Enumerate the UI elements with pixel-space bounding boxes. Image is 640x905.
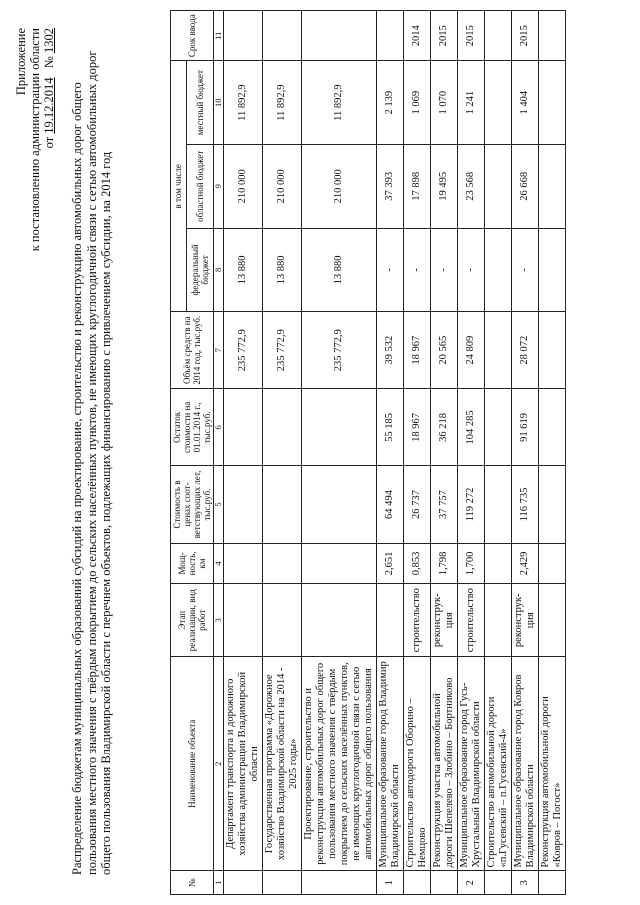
- cell-term: [224, 11, 263, 61]
- cell-local: 1 404: [512, 61, 539, 145]
- cell-federal: -: [458, 228, 485, 312]
- cell-num: [539, 871, 566, 895]
- cell-local: 1 241: [458, 61, 485, 145]
- cell-remaining: [539, 389, 566, 466]
- cell-regional: 210 000: [224, 145, 263, 229]
- table-row: [485, 11, 512, 895]
- table-row: [539, 11, 566, 895]
- cell-federal: 13 880: [263, 228, 302, 312]
- cell-term: [485, 11, 512, 61]
- cell-capacity: 1,700: [458, 543, 485, 584]
- cell-cost: 64 494: [377, 466, 404, 543]
- cell-num: [404, 871, 431, 895]
- cell-capacity: [302, 543, 377, 584]
- cell-remaining: [224, 389, 263, 466]
- cell-stage: реконструк-ция: [512, 584, 539, 657]
- header-stage: Этап реализации, вид работ: [171, 584, 214, 657]
- cell-num: [302, 871, 377, 895]
- cell-federal: -: [512, 228, 539, 312]
- cell-local: 11 892,9: [224, 61, 263, 145]
- cell-name: Строительство автодороги Оборино – Немцово: [404, 657, 431, 871]
- cell-term: [539, 11, 566, 61]
- header-local: местный бюджет: [186, 61, 213, 145]
- table-row: [302, 11, 377, 895]
- header-cost: Стоимость в ценах соот-ветствующих лет, тыс.руб.: [171, 466, 214, 543]
- col-number: 2: [214, 657, 224, 871]
- cell-volume: 235 772,9: [224, 312, 263, 389]
- cell-regional: [485, 145, 512, 229]
- header-incl: в том числе: [171, 61, 187, 312]
- cell-remaining: [263, 389, 302, 466]
- cell-name: Реконструкция участка автомобильной дороги Шепелево – Злобино – Бортниково: [431, 657, 458, 871]
- cell-term: [263, 11, 302, 61]
- cell-cost: 119 272: [458, 466, 485, 543]
- col-number: 10: [214, 61, 224, 145]
- table-row: [404, 11, 431, 895]
- cell-remaining: [485, 389, 512, 466]
- document-heading: Распределение бюджетам муниципальных образований субсидий на проектирование, строительство и реконструкцию автомобильных дорог общего пользования местного значения с твёрдым покрытием до сельских населённых пунктов, не имеющих круглогодичной связи с сетью автомобильных дорог общего пользования Владимирской области с перечнем объектов, подлежащих финансированию с привлечением субсидии, на 2014 год: [70, 50, 113, 875]
- cell-cost: [539, 466, 566, 543]
- header-num: №: [171, 871, 214, 895]
- cell-regional: 37 393: [377, 145, 404, 229]
- cell-capacity: [224, 543, 263, 584]
- cell-term: 2015: [512, 11, 539, 61]
- cell-volume: [539, 312, 566, 389]
- cell-federal: -: [431, 228, 458, 312]
- cell-stage: [485, 584, 512, 657]
- table-row: [458, 11, 485, 895]
- cell-stage: строительство: [404, 584, 431, 657]
- cell-regional: 23 568: [458, 145, 485, 229]
- cell-capacity: 2,651: [377, 543, 404, 584]
- cell-volume: 24 809: [458, 312, 485, 389]
- cell-local: 2 139: [377, 61, 404, 145]
- cell-remaining: [302, 389, 377, 466]
- table-row: [377, 11, 404, 895]
- col-number: 3: [214, 584, 224, 657]
- cell-num: [224, 871, 263, 895]
- col-number: 9: [214, 145, 224, 229]
- cell-volume: 235 772,9: [302, 312, 377, 389]
- cell-regional: 210 000: [302, 145, 377, 229]
- table-row: [263, 11, 302, 895]
- cell-stage: [224, 584, 263, 657]
- header-name: Наименование объекта: [171, 657, 214, 871]
- cell-term: 2015: [431, 11, 458, 61]
- cell-volume: 28 072: [512, 312, 539, 389]
- appendix-block: [14, 28, 56, 251]
- cell-capacity: 1,798: [431, 543, 458, 584]
- cell-remaining: 18 967: [404, 389, 431, 466]
- cell-volume: 18 967: [404, 312, 431, 389]
- cell-regional: 26 668: [512, 145, 539, 229]
- cell-federal: [485, 228, 512, 312]
- cell-regional: 19 495: [431, 145, 458, 229]
- table-row: [224, 11, 263, 895]
- cell-local: 1 070: [431, 61, 458, 145]
- header-term: Срок ввода: [171, 11, 214, 61]
- cell-cost: 26 737: [404, 466, 431, 543]
- cell-local: [539, 61, 566, 145]
- cell-num: 2: [458, 871, 485, 895]
- subsidy-table: [170, 10, 566, 895]
- cell-volume: 20 565: [431, 312, 458, 389]
- table-row: [512, 11, 539, 895]
- header-remaining: Остаток стоимости на 01.01.2014 г., тыс.руб.: [171, 389, 214, 466]
- col-number: 4: [214, 543, 224, 584]
- col-number: 7: [214, 312, 224, 389]
- cell-federal: -: [377, 228, 404, 312]
- cell-stage: реконструк-ция: [431, 584, 458, 657]
- header-volume: Объём средств на 2014 год, тыс.руб.: [171, 312, 214, 389]
- cell-term: [377, 11, 404, 61]
- cell-local: [485, 61, 512, 145]
- column-number-row: [214, 11, 224, 895]
- cell-local: 1 069: [404, 61, 431, 145]
- cell-capacity: 0,853: [404, 543, 431, 584]
- cell-cost: [224, 466, 263, 543]
- cell-stage: строительство: [458, 584, 485, 657]
- cell-capacity: [539, 543, 566, 584]
- cell-num: [431, 871, 458, 895]
- col-number: 1: [214, 871, 224, 895]
- cell-federal: 13 880: [302, 228, 377, 312]
- cell-cost: [263, 466, 302, 543]
- cell-capacity: 2,429: [512, 543, 539, 584]
- cell-stage: [539, 584, 566, 657]
- header-capacity: Мощ-ность, км: [171, 543, 214, 584]
- cell-name: Департамент транспорта и дорожного хозяйства администрации Владимирской области: [224, 657, 263, 871]
- cell-name: Проектирование, строительство и реконструкция автомобильных дорог общего пользования местного значения с твёрдым покрытием до сельских населённых пунктов, не имеющих круглогодичной связи с сетью автомобильных дорог общего пользования: [302, 657, 377, 871]
- table-row: [431, 11, 458, 895]
- cell-cost: [485, 466, 512, 543]
- cell-cost: 37 757: [431, 466, 458, 543]
- cell-regional: [539, 145, 566, 229]
- cell-local: 11 892,9: [302, 61, 377, 145]
- cell-remaining: 55 185: [377, 389, 404, 466]
- cell-name: Муниципальное образование город Гусь-Хрустальный Владимирской области: [458, 657, 485, 871]
- cell-remaining: 36 218: [431, 389, 458, 466]
- cell-stage: [263, 584, 302, 657]
- cell-regional: 17 898: [404, 145, 431, 229]
- cell-num: 3: [512, 871, 539, 895]
- cell-num: 1: [377, 871, 404, 895]
- cell-capacity: [263, 543, 302, 584]
- cell-name: Муниципальное образование город Ковров Владимирской области: [512, 657, 539, 871]
- col-number: 5: [214, 466, 224, 543]
- col-number: 11: [214, 11, 224, 61]
- header-regional: областной бюджет: [186, 145, 213, 229]
- cell-term: 2015: [458, 11, 485, 61]
- cell-remaining: 104 285: [458, 389, 485, 466]
- cell-remaining: 91 619: [512, 389, 539, 466]
- cell-num: [263, 871, 302, 895]
- cell-volume: 39 532: [377, 312, 404, 389]
- appendix-resolution-line: к постановлению администрации области: [28, 28, 42, 252]
- cell-stage: [302, 584, 377, 657]
- cell-name: Строительство автомобильной дороги «п.Гусевский – п.Гусевский-4»: [485, 657, 512, 871]
- appendix-title: Приложение: [14, 28, 28, 96]
- col-number: 6: [214, 389, 224, 466]
- cell-stage: [377, 584, 404, 657]
- cell-federal: 13 880: [224, 228, 263, 312]
- appendix-number: 1302: [42, 28, 56, 53]
- appendix-date-line: от 19.12.2014 № 1302: [42, 28, 56, 149]
- cell-volume: 235 772,9: [263, 312, 302, 389]
- cell-term: 2014: [404, 11, 431, 61]
- appendix-date: 19.12.2014: [42, 77, 56, 134]
- cell-cost: [302, 466, 377, 543]
- cell-federal: [539, 228, 566, 312]
- cell-name: Государственная программа «Дорожное хозяйство Владимирской области на 2014 - 2025 годы»: [263, 657, 302, 871]
- header-federal: федеральный бюджет: [186, 228, 213, 312]
- cell-regional: 210 000: [263, 145, 302, 229]
- col-number: 8: [214, 228, 224, 312]
- cell-local: 11 892,9: [263, 61, 302, 145]
- cell-cost: 116 735: [512, 466, 539, 543]
- cell-term: [302, 11, 377, 61]
- cell-name: Реконструкция автомобильной дороги «Ковров – Погост»: [539, 657, 566, 871]
- cell-federal: -: [404, 228, 431, 312]
- cell-volume: [485, 312, 512, 389]
- cell-capacity: [485, 543, 512, 584]
- table-header-row: [171, 11, 187, 895]
- cell-name: Муниципальное образование город Владимир Владимирской области: [377, 657, 404, 871]
- cell-num: [485, 871, 512, 895]
